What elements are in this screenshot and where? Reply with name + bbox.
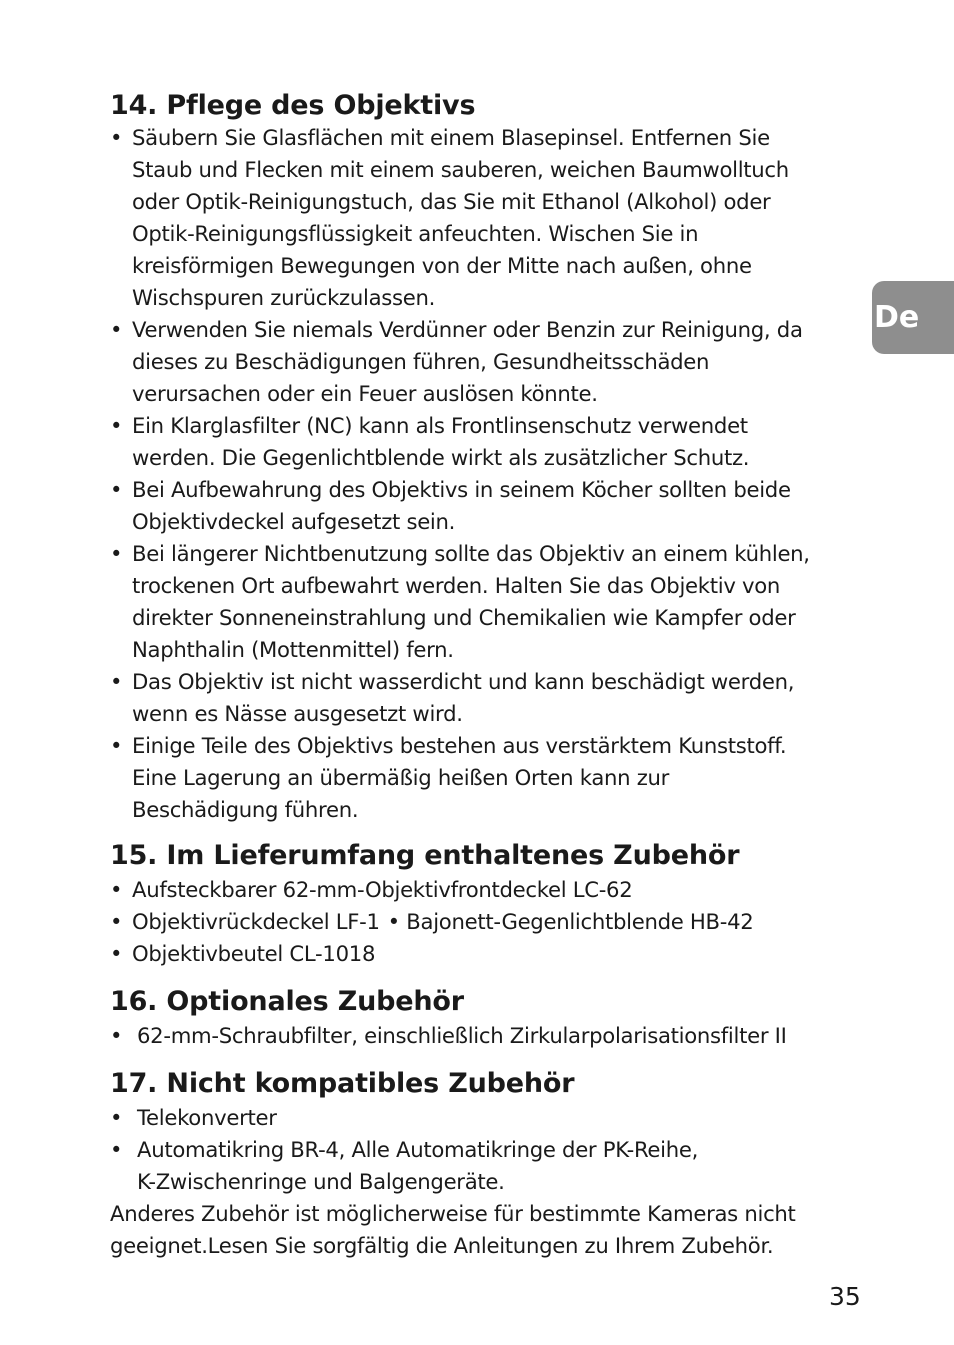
section-optional-accessories [110, 984, 855, 1052]
list-item [110, 666, 855, 730]
included-accessories-list [110, 874, 855, 970]
section-incompatible-accessories [110, 1066, 855, 1262]
item-text-line: dieses zu Beschädigungen führen, Gesundheitsschäden [132, 349, 710, 374]
item-text: Aufsteckbarer 62-mm-Objektivfrontdeckel LC-62 [132, 877, 633, 902]
lens-care-list [110, 122, 855, 826]
section-included-accessories [110, 838, 855, 970]
item-text-line: Bei längerer Nichtbenutzung sollte das Objektiv an einem kühlen, [132, 541, 810, 566]
section-lens-care [110, 88, 855, 826]
list-item [110, 874, 855, 906]
item-text-line: Optik-Reinigungsflüssigkeit anfeuchten. Wischen Sie in [132, 221, 699, 246]
page-content [110, 88, 855, 1262]
bullet-icon: • [110, 413, 123, 438]
item-text-line: Säubern Sie Glasflächen mit einem Blasepinsel. Entfernen Sie [132, 125, 770, 150]
list-item [110, 410, 855, 474]
item-text: Bajonett-Gegenlichtblende HB-42 [406, 909, 754, 934]
item-text: Objektivbeutel CL-1018 [132, 941, 376, 966]
note-line: geeignet.Lesen Sie sorgfältig die Anleitungen zu Ihrem Zubehör. [110, 1233, 774, 1258]
item-text-line: oder Optik-Reinigungstuch, das Sie mit Ethanol (Alkohol) oder [132, 189, 771, 214]
item-text-line: Objektivdeckel aufgesetzt sein. [132, 509, 456, 534]
item-text-line: Automatikring BR-4, Alle Automatikringe der PK-Reihe, [137, 1137, 699, 1162]
bullet-icon: • [110, 1137, 123, 1162]
note-line: Anderes Zubehör ist möglicherweise für bestimmte Kameras nicht [110, 1201, 796, 1226]
item-text-line: Eine Lagerung an übermäßig heißen Orten kann zur [132, 765, 670, 790]
item-text-line: Ein Klarglasfilter (NC) kann als Frontlinsenschutz verwendet [132, 413, 748, 438]
item-text: 62-mm-Schraubfilter, einschließlich Zirkularpolarisationsfilter II [137, 1023, 787, 1048]
language-tab: De [872, 281, 954, 354]
list-item [110, 938, 855, 970]
list-item [110, 1134, 855, 1198]
list-item [110, 122, 855, 314]
item-text-line: kreisförmigen Bewegungen von der Mitte nach außen, ohne [132, 253, 752, 278]
item-text: Objektivrückdeckel LF-1 [132, 909, 380, 934]
bullet-icon: • [110, 733, 123, 758]
item-text-line: Bei Aufbewahrung des Objektivs in seinem Köcher sollten beide [132, 477, 791, 502]
section-heading: 15. Im Lieferumfang enthaltenes Zubehör [110, 840, 740, 871]
page-number: 35 [829, 1282, 861, 1311]
section-heading: 14. Pflege des Objektivs [110, 90, 476, 121]
list-item [110, 1020, 855, 1052]
item-text-line: Das Objektiv ist nicht wasserdicht und kann beschädigt werden, [132, 669, 795, 694]
item-text-line: werden. Die Gegenlichtblende wirkt als zusätzlicher Schutz. [132, 445, 750, 470]
list-item [110, 1102, 855, 1134]
bullet-icon: • [110, 669, 123, 694]
item-text: Telekonverter [137, 1105, 277, 1130]
bullet-icon: • [387, 909, 400, 934]
bullet-icon: • [110, 941, 123, 966]
bullet-icon: • [110, 1105, 123, 1130]
bullet-icon: • [110, 125, 123, 150]
item-text-line: verursachen oder ein Feuer auslösen könnte. [132, 381, 598, 406]
bullet-icon: • [110, 317, 123, 342]
bullet-icon: • [110, 477, 123, 502]
section-heading: 16. Optionales Zubehör [110, 986, 464, 1017]
item-text-line: Einige Teile des Objektivs bestehen aus verstärktem Kunststoff. [132, 733, 787, 758]
incompatible-accessories-list [110, 1102, 855, 1198]
list-item [110, 906, 855, 938]
optional-accessories-list [110, 1020, 855, 1052]
item-text-line: Beschädigung führen. [132, 797, 359, 822]
item-text-line: Wischspuren zurückzulassen. [132, 285, 436, 310]
bullet-icon: • [110, 909, 123, 934]
bullet-icon: • [110, 541, 123, 566]
item-text-line: wenn es Nässe ausgesetzt wird. [132, 701, 463, 726]
item-text-line: Staub und Flecken mit einem sauberen, weichen Baumwolltuch [132, 157, 789, 182]
bullet-icon: • [110, 1023, 123, 1048]
list-item [110, 730, 855, 826]
item-text-line: trockenen Ort aufbewahrt werden. Halten Sie das Objektiv von [132, 573, 781, 598]
item-text-line: Verwenden Sie niemals Verdünner oder Benzin zur Reinigung, da [132, 317, 803, 342]
item-text-line: direkter Sonneneinstrahlung und Chemikalien wie Kampfer oder [132, 605, 796, 630]
list-item [110, 314, 855, 410]
item-text-line: Naphthalin (Mottenmittel) fern. [132, 637, 454, 662]
compatibility-note [110, 1198, 855, 1262]
section-heading: 17. Nicht kompatibles Zubehör [110, 1068, 575, 1099]
list-item [110, 474, 855, 538]
item-text-line: K-Zwischenringe und Balgengeräte. [137, 1169, 505, 1194]
bullet-icon: • [110, 877, 123, 902]
list-item [110, 538, 855, 666]
